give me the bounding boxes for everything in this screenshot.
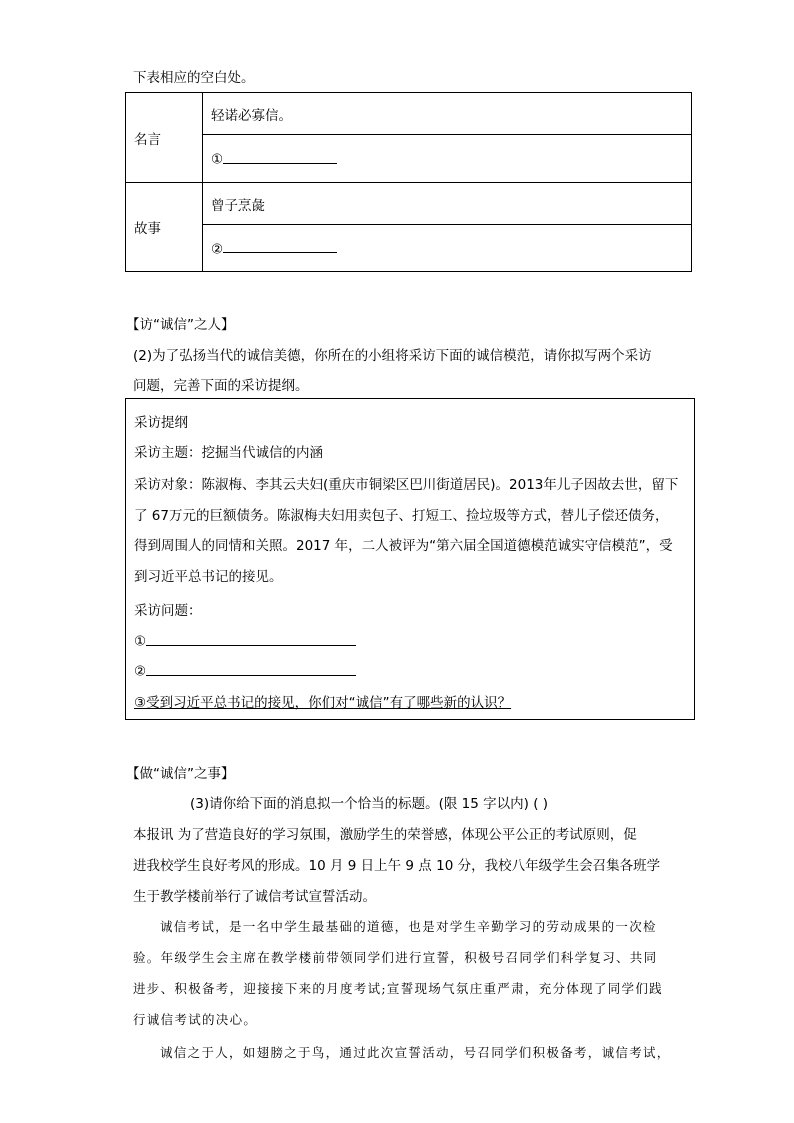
news-body-line-5: 诚信之于人，如翅膀之于鸟，通过此次宣誓活动，号召同学们积极备考，诚信考试， <box>160 1045 671 1060</box>
blank-number-1: ① <box>211 151 224 168</box>
news-body-line-1: 诚信考试，是一名中学生最基础的道德，也是对学生辛勤学习的劳动成果的一次检 <box>160 919 657 934</box>
section-do-heading: 【做“诚信”之事】 <box>126 766 235 782</box>
question-2-line-1: (2)为了弘扬当代的诚信美德，你所在的小组将采访下面的诚信模范，请你拟写两个采访 <box>133 348 652 364</box>
news-body-line-2: 验。年级学生会主席在教学楼前带领同学们进行宣誓，积极号召同学们科学复习、共同 <box>133 950 658 965</box>
maxim-label: 名言 <box>126 93 203 183</box>
news-line-2: 进我校学生良好考风的形成。10 月 9 日上午 9 点 10 分，我校八年级学生会召集各班学 <box>133 858 661 874</box>
outline-question-2[interactable] <box>134 661 356 680</box>
section-visit-heading: 【访“诚信”之人】 <box>126 317 235 333</box>
outline-target-1: 采访对象：陈淑梅、李其云夫妇(重庆市铜梁区巴川街道居民)。2013年儿子因故去世，留下 <box>134 477 679 493</box>
blank-line-1[interactable] <box>223 149 337 164</box>
news-line-1: 本报讯 为了营造良好的学习氛围，激励学生的荣誉感，体现公平公正的考试原则，促 <box>133 827 637 843</box>
story-row-1: 曾子烹彘 <box>203 183 692 225</box>
news-body-line-3: 进步、积极备考，迎接接下来的月度考试;宣誓现场气氛庄重严肃，充分体现了同学们践 <box>133 981 663 996</box>
story-label: 故事 <box>126 183 203 272</box>
question-2-blank[interactable] <box>146 661 356 676</box>
maxim-story-table <box>125 92 692 272</box>
question-2-line-2: 问题，完善下面的采访提纲。 <box>133 378 309 394</box>
outline-target-3: 得到周围人的同情和关照。2017 年，二人被评为“第六届全国道德模范诚实守信模范”，受 <box>134 538 673 554</box>
outline-questions-label: 采访问题： <box>134 603 202 619</box>
outline-question-3: ③受到习近平总书记的接见，你们对“诚信”有了哪些新的认识？ <box>134 695 512 711</box>
interview-outline-box <box>125 398 695 720</box>
news-line-3: 生于教学楼前举行了诚信考试宣誓活动。 <box>133 889 376 905</box>
outline-theme: 采访主题：挖掘当代诚信的内涵 <box>134 445 323 461</box>
blank-number-2: ② <box>211 241 224 258</box>
blank-line-2[interactable] <box>223 239 337 254</box>
outline-target-2: 了 67万元的巨额债务。陈淑梅夫妇用卖包子、打短工、捡垃圾等方式，替儿子偿还债务， <box>134 508 669 524</box>
intro-line: 下表相应的空白处。 <box>133 70 255 86</box>
question-1-blank[interactable] <box>146 631 356 646</box>
news-body-line-4: 行诚信考试的决心。 <box>133 1012 258 1027</box>
maxim-row-2[interactable] <box>203 135 692 183</box>
maxim-row-1: 轻诺必寡信。 <box>203 93 692 135</box>
story-row-2[interactable] <box>203 225 692 272</box>
question-1-number: ① <box>134 633 147 650</box>
outline-question-1[interactable] <box>134 631 356 650</box>
question-3: (3)请你给下面的消息拟一个恰当的标题。(限 15 字以内) ( ) <box>190 796 549 812</box>
question-2-number: ② <box>134 663 147 680</box>
outline-title: 采访提纲 <box>134 415 188 431</box>
outline-target-4: 到习近平总书记的接见。 <box>134 569 283 585</box>
